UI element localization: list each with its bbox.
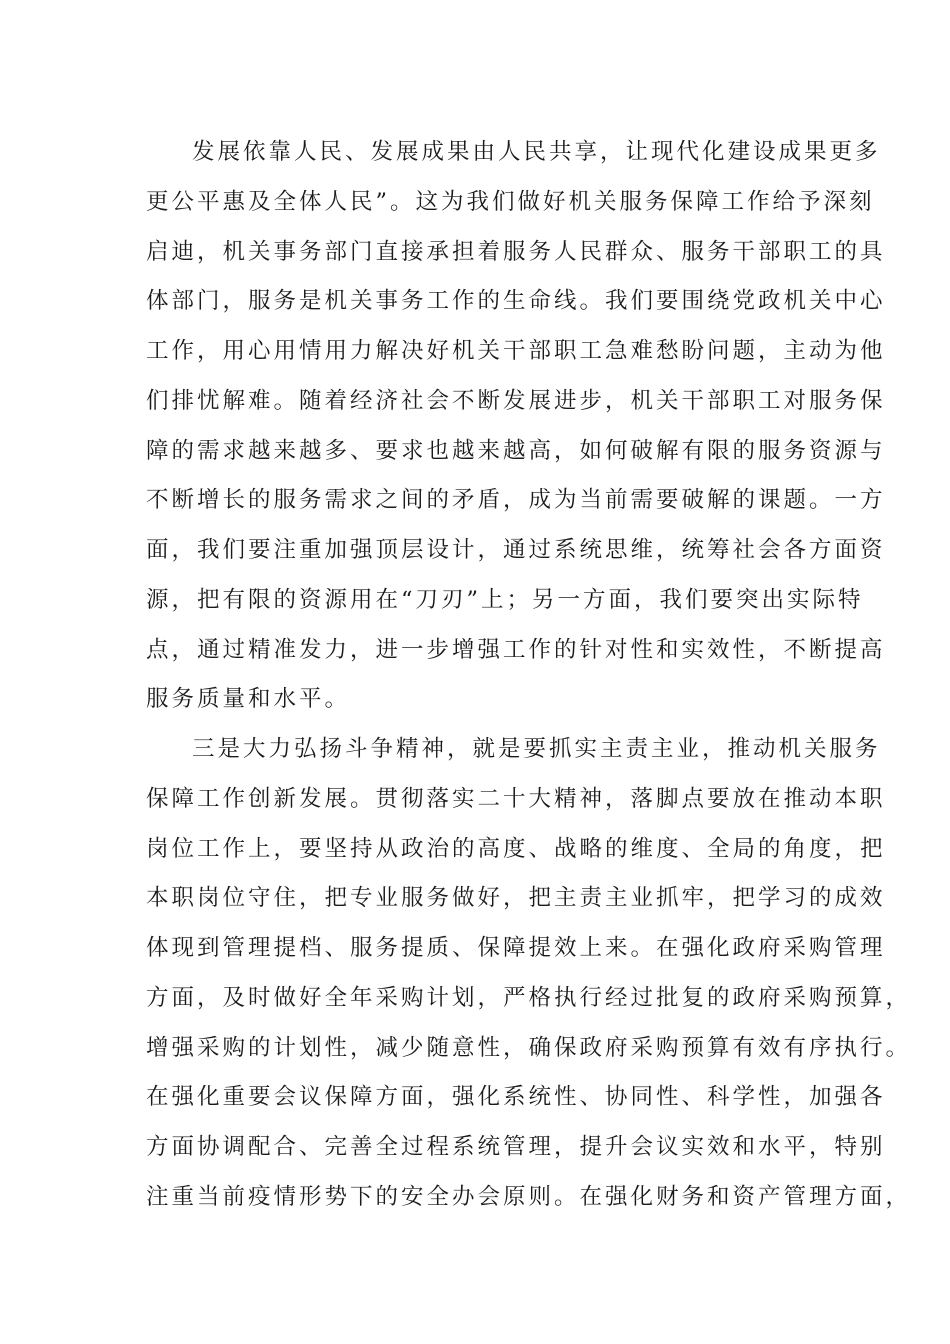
paragraph-line: 本职岗位守住，把专业服务做好，把主责主业抓牢，把学习的成效 (146, 885, 886, 912)
paragraph-line: 方面协调配合、完善全过程系统管理，提升会议实效和水平，特别 (146, 1134, 886, 1160)
paragraph-line: 体部门，服务是机关事务工作的生命线。我们要围绕党政机关中心 (146, 288, 886, 315)
paragraph-line: 三是大力弘扬斗争精神，就是要抓实主责主业，推动机关服务 (192, 736, 881, 762)
paragraph-line: 保障工作创新发展。贯彻落实二十大精神，落脚点要放在推动本职 (146, 785, 886, 812)
paragraph-line: 方面，及时做好全年采购计划，严格执行经过批复的政府采购预算， (146, 984, 912, 1011)
paragraph-line: 障的需求越来越多、要求也越来越高，如何破解有限的服务资源与 (146, 437, 886, 464)
paragraph-line: 发展依靠人民、发展成果由人民共享，让现代化建设成果更多 (192, 139, 881, 165)
paragraph-line: 注重当前疫情形势下的安全办会原则。在强化财务和资产管理方面， (146, 1183, 912, 1210)
paragraph-line: 工作，用心用情用力解决好机关干部职工急难愁盼问题，主动为他 (146, 338, 886, 364)
paragraph-line: 源，把有限的资源用在“刀刃”上；另一方面，我们要突出实际特 (146, 586, 864, 613)
paragraph-line: 增强采购的计划性，减少随意性，确保政府采购预算有效有序执行。 (146, 1034, 912, 1061)
paragraph-1 (146, 128, 886, 725)
document-body (146, 128, 912, 1223)
paragraph-line: 启迪，机关事务部门直接承担着服务人民群众、服务干部职工的具 (146, 238, 886, 265)
paragraph-line: 不断增长的服务需求之间的矛盾，成为当前需要破解的课题。一方 (146, 487, 886, 514)
paragraph-line: 体现到管理提档、服务提质、保障提效上来。在强化政府采购管理 (146, 935, 886, 961)
paragraph-line: 在强化重要会议保障方面，强化系统性、协同性、科学性，加强各 (146, 1084, 886, 1111)
paragraph-line: 更公平惠及全体人民”。这为我们做好机关服务保障工作给予深刻 (146, 188, 875, 215)
paragraph-line: 服务质量和水平。 (146, 686, 351, 713)
paragraph-line: 面，我们要注重加强顶层设计，通过系统思维，统筹社会各方面资 (146, 537, 886, 563)
paragraph-line: 岗位工作上，要坚持从政治的高度、战略的维度、全局的角度，把 (146, 835, 886, 862)
paragraph-line: 们排忧解难。随着经济社会不断发展进步，机关干部职工对服务保 (146, 387, 886, 414)
paragraph-2 (146, 725, 912, 1223)
paragraph-line: 点，通过精准发力，进一步增强工作的针对性和实效性，不断提高 (146, 636, 886, 663)
